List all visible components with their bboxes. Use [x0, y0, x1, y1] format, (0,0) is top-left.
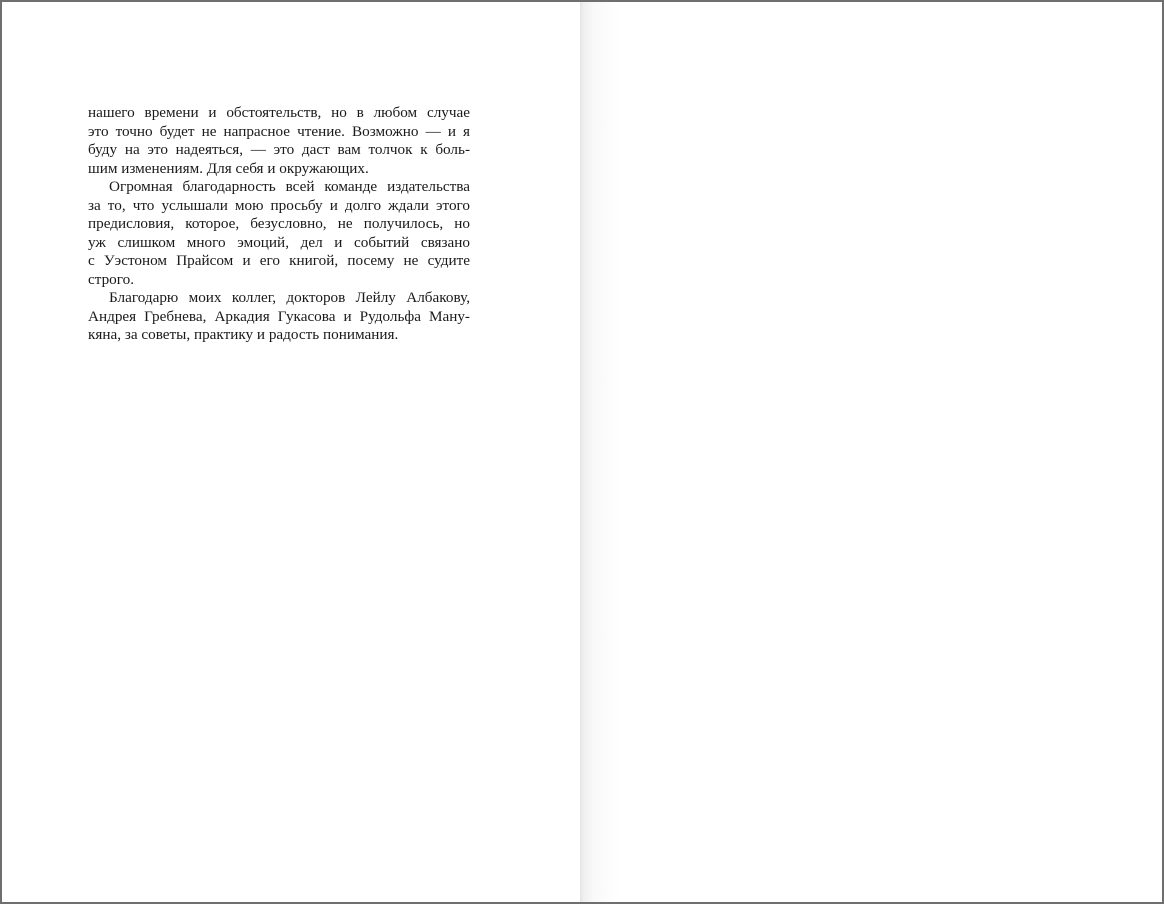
text-line: с Уэстоном Прайсом и его книгой, посему не судите — [88, 252, 470, 269]
paragraph — [88, 289, 470, 345]
body-text — [88, 104, 470, 345]
text-line: нашего времени и обстоятельств, но в любом случае — [88, 104, 470, 121]
text-line: буду на это надеяться, — это даст вам толчок к боль- — [88, 141, 470, 158]
text-line: кяна, за советы, практику и радость понимания. — [88, 326, 399, 343]
text-line: предисловия, которое, безусловно, не получилось, но — [88, 215, 470, 232]
text-line: шим изменениям. Для себя и окружающих. — [88, 159, 369, 177]
text-line: это точно будет не напрасное чтение. Возможно — и я — [88, 122, 470, 140]
text-line: Андрея Гребнева, Аркадия Гукасова и Рудольфа Ману- — [88, 307, 470, 325]
paragraph — [88, 104, 470, 178]
paragraph — [88, 178, 470, 289]
right-page — [582, 2, 1162, 902]
text-line: Благодарю моих коллег, докторов Лейлу Албакову, — [109, 289, 470, 306]
text-line: строго. — [88, 270, 134, 288]
text-line: за то, что услышали мою просьбу и долго ждали этого — [88, 196, 470, 214]
text-line: уж слишком много эмоций, дел и событий связано — [88, 233, 470, 251]
text-line: Огромная благодарность всей команде издательства — [109, 178, 470, 195]
left-page — [2, 2, 582, 902]
